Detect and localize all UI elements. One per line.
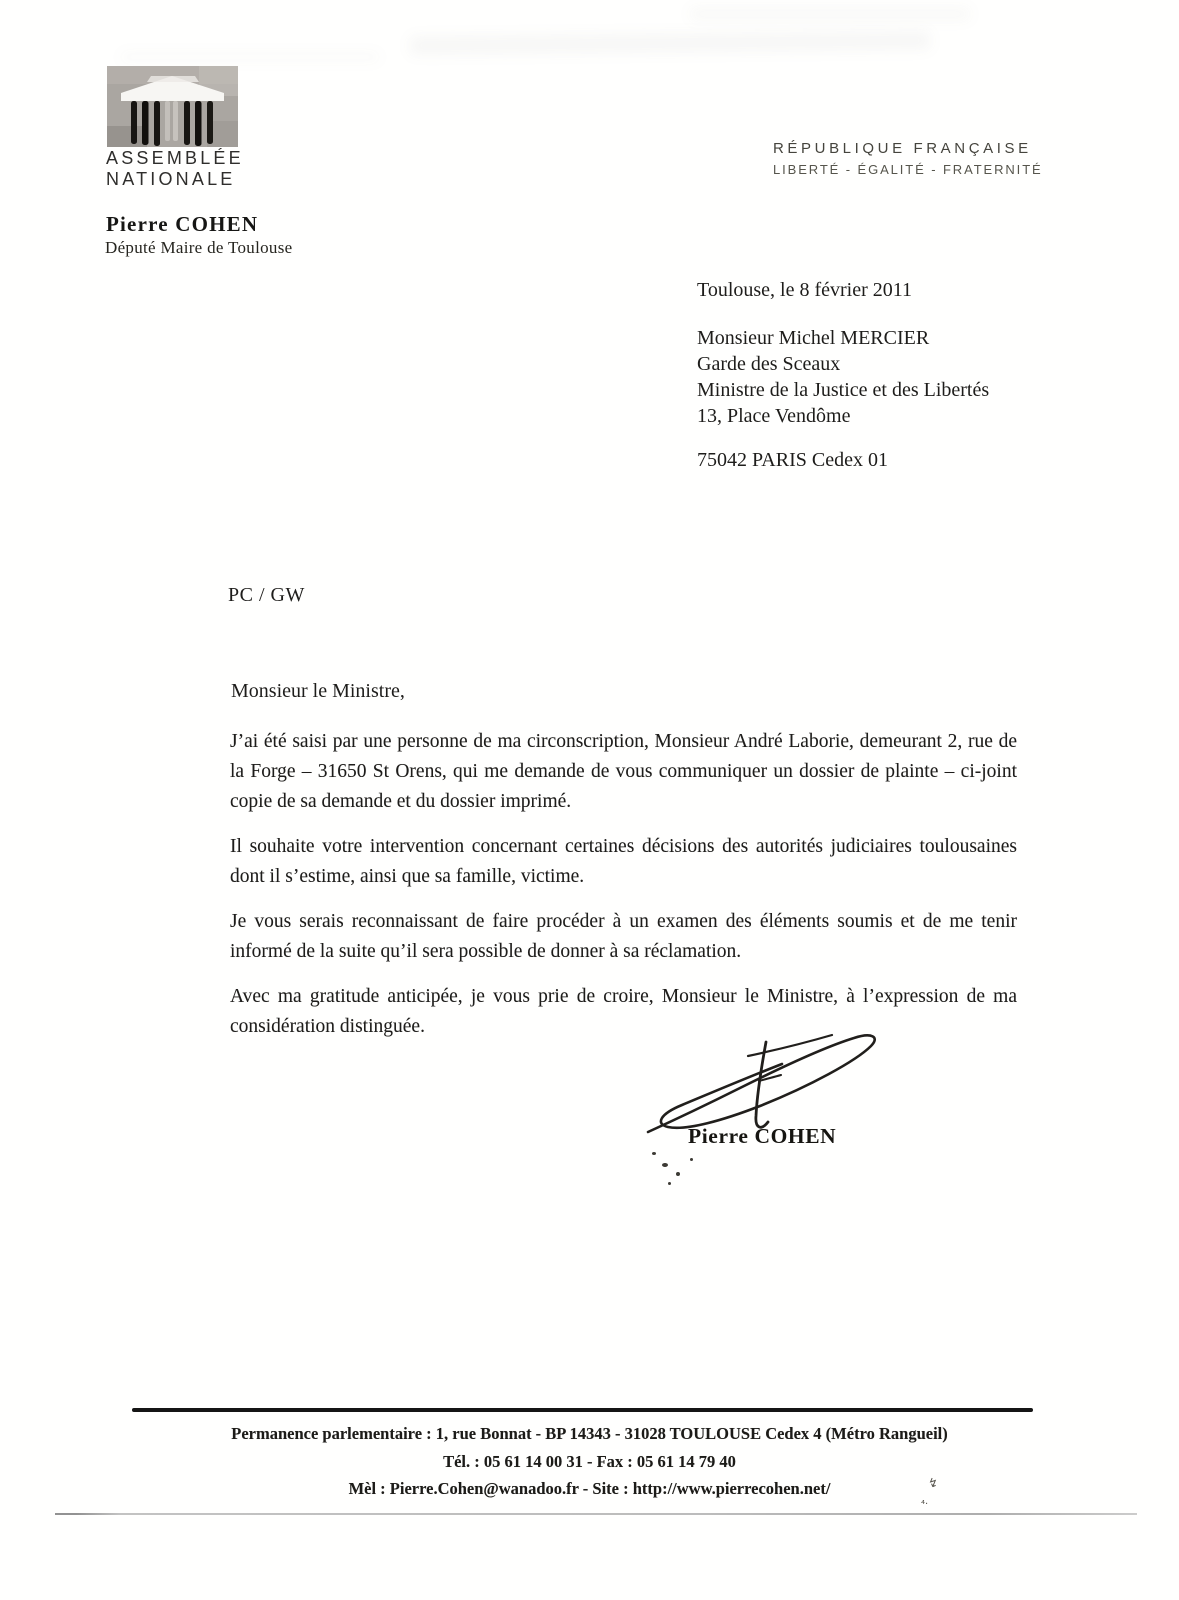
logo-line1: ASSEMBLÉE (106, 148, 244, 168)
body-paragraph-4: Avec ma gratitude anticipée, je vous prie de croire, Monsieur le Ministre, à l’expression de ma considération distinguée. (230, 986, 1017, 1037)
recipient-name: Monsieur Michel MERCIER (697, 327, 930, 349)
footer-address-line: Permanence parlementaire : 1, rue Bonnat - BP 14343 - 31028 TOULOUSE Cedex 4 (Métro Rangueil) (231, 1424, 948, 1443)
letter-body (230, 727, 1017, 1057)
recipient-title2: Ministre de la Justice et des Libertés (697, 379, 990, 401)
recipient-postal-city: 75042 PARIS Cedex 01 (697, 449, 888, 471)
body-paragraph-3: Je vous serais reconnaissant de faire procéder à un examen des éléments soumis et de me tenir informé de la suite qu’il sera possible de donner à sa réclamation. (230, 911, 1017, 962)
recipient-street: 13, Place Vendôme (697, 405, 851, 427)
body-paragraph-2: Il souhaite votre intervention concernant certaines décisions des autorités judiciaires toulousaines dont il s’estime, ainsi que sa famille, victime. (230, 836, 1017, 887)
scan-smudge (690, 8, 970, 20)
footer-rule (132, 1408, 1033, 1412)
reference-initials: PC / GW (228, 584, 305, 606)
scan-smudge (410, 31, 930, 54)
salutation: Monsieur le Ministre, (231, 680, 405, 702)
assemblee-nationale-building-icon (107, 66, 238, 147)
recipient-address-block (697, 325, 989, 429)
logo-line2: NATIONALE (106, 168, 236, 189)
dateline: Toulouse, le 8 février 2011 (697, 279, 913, 301)
ink-speckle (676, 1172, 680, 1176)
republique-line: RÉPUBLIQUE FRANÇAISE (773, 140, 1032, 157)
footer-phone-fax-line: Tél. : 05 61 14 00 31 - Fax : 05 61 14 79 40 (443, 1451, 736, 1471)
sender-title: Député Maire de Toulouse (105, 238, 293, 257)
signature-printed-name: Pierre COHEN (688, 1124, 837, 1148)
logo-wordmark (106, 148, 244, 189)
ink-speckle (690, 1158, 693, 1161)
devise-line: LIBERTÉ - ÉGALITÉ - FRATERNITÉ (773, 162, 1043, 177)
body-paragraph-1: J’ai été saisi par une personne de ma circonscription, Monsieur André Laborie, demeurant 2, rue de la Forge – 31650 St Orens, qui me demande de vous communiquer un dossier de plainte – ci-joint copie de sa demande et du dossier imprimé. (230, 731, 1017, 812)
ink-speckle (662, 1163, 668, 1167)
sender-name: Pierre COHEN (106, 212, 259, 236)
pen-mark: ₄. (921, 1496, 929, 1507)
ink-speckle (652, 1152, 656, 1155)
scan-bottom-line (55, 1513, 1137, 1515)
pen-mark: ↯ (926, 1475, 940, 1491)
scan-smudge (120, 52, 380, 62)
footer-contact-block (139, 1420, 1040, 1503)
footer-email-site-line: Mèl : Pierre.Cohen@wanadoo.fr - Site : http://www.pierrecohen.net/ (348, 1479, 831, 1498)
ink-speckle (668, 1182, 671, 1185)
republique-francaise-block (773, 140, 1043, 177)
recipient-title1: Garde des Sceaux (697, 353, 841, 375)
